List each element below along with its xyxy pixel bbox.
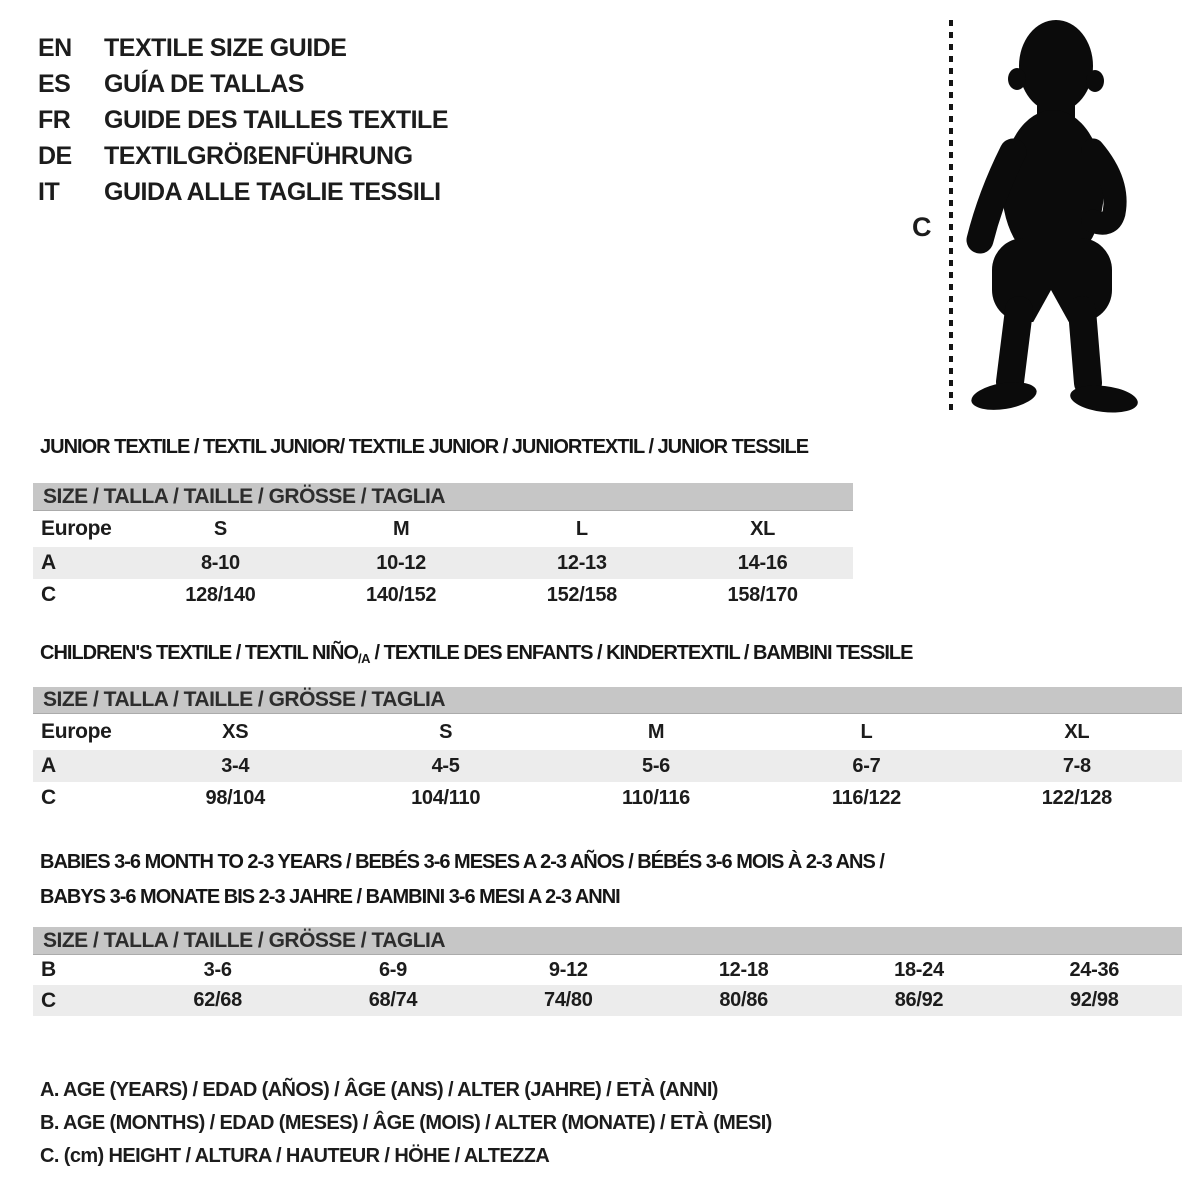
value-cell: 24-36 [1069, 958, 1120, 981]
value-cell: 110/116 [622, 786, 691, 809]
value-cell: 128/140 [185, 583, 256, 606]
language-label: GUÍA DE TALLAS [104, 69, 304, 98]
value-cell: 92/98 [1070, 989, 1119, 1011]
size-cell: S [439, 720, 453, 743]
children-title-subscript: /A [357, 651, 370, 666]
size-header-bar [33, 687, 1182, 714]
legend-line-age-years: A. AGE (YEARS) / EDAD (AÑOS) / ÂGE (ANS) / ALTER (JAHRE) / ETÀ (ANNI) [40, 1079, 718, 1101]
size-cell: M [647, 720, 665, 743]
value-cell: 86/92 [894, 989, 944, 1011]
row-label: C [41, 583, 56, 606]
value-cell: 104/110 [411, 786, 481, 809]
language-label: GUIDE DES TAILLES TEXTILE [104, 105, 449, 134]
children-section-title [40, 642, 912, 665]
language-code: ES [38, 69, 71, 98]
table-row-sizes [33, 714, 1182, 750]
value-cell: 140/152 [366, 583, 437, 606]
size-header-label: SIZE / TALLA / TAILLE / GRÖSSE / TAGLIA [43, 928, 446, 952]
table-row-height [33, 579, 853, 611]
value-cell: 9-12 [548, 958, 588, 981]
size-header-label: SIZE / TALLA / TAILLE / GRÖSSE / TAGLIA [43, 688, 446, 711]
size-cell: XS [222, 720, 249, 743]
value-cell: 158/170 [727, 583, 798, 606]
language-code: EN [38, 33, 72, 62]
toddler-silhouette-image [963, 16, 1143, 416]
children-size-table [33, 687, 1182, 814]
table-row-age [33, 750, 1182, 782]
value-cell: 4-5 [431, 754, 460, 777]
value-cell: 74/80 [544, 989, 593, 1011]
row-label: A [41, 551, 56, 574]
table-row-age [33, 547, 853, 579]
row-label: C [41, 786, 56, 809]
language-row [38, 66, 448, 102]
table-row-height [33, 985, 1182, 1016]
table-row-sizes [33, 511, 853, 547]
value-cell: 6-7 [852, 754, 881, 777]
size-cell: S [213, 517, 227, 540]
value-cell: 152/158 [546, 583, 617, 606]
language-row [38, 174, 448, 210]
language-code: IT [38, 177, 60, 206]
babies-size-table [33, 927, 1182, 1016]
value-cell: 68/74 [368, 989, 418, 1011]
table-row-height [33, 782, 1182, 814]
value-cell: 80/86 [719, 989, 768, 1011]
value-cell: 5-6 [642, 754, 671, 777]
value-cell: 8-10 [200, 551, 240, 574]
babies-title-line1: BABIES 3-6 MONTH TO 2-3 YEARS / BEBÉS 3-6 MESES A 2-3 AÑOS / BÉBÉS 3-6 MOIS À 2-3 ANS / [40, 851, 884, 873]
region-label: Europe [41, 517, 112, 540]
babies-title-line2: BABYS 3-6 MONATE BIS 2-3 JAHRE / BAMBINI 3-6 MESI A 2-3 ANNI [40, 886, 620, 908]
language-row [38, 102, 448, 138]
size-cell: XL [750, 517, 776, 540]
junior-section-title: JUNIOR TEXTILE / TEXTIL JUNIOR/ TEXTILE JUNIOR / JUNIORTEXTIL / JUNIOR TESSILE [40, 436, 809, 458]
legend-line-height: C. (cm) HEIGHT / ALTURA / HAUTEUR / HÖHE / ALTEZZA [40, 1145, 550, 1167]
table-row-months [33, 955, 1182, 985]
value-cell: 6-9 [378, 958, 407, 981]
row-label: C [41, 988, 56, 1012]
language-row [38, 30, 448, 66]
value-cell: 3-6 [203, 958, 232, 981]
value-cell: 122/128 [1041, 786, 1112, 809]
language-code: FR [38, 105, 71, 134]
value-cell: 14-16 [737, 551, 788, 574]
row-label: B [41, 958, 56, 981]
legend [40, 1074, 772, 1173]
size-cell: XL [1064, 720, 1090, 743]
legend-line-age-months: B. AGE (MONTHS) / EDAD (MESES) / ÂGE (MOIS) / ALTER (MONATE) / ETÀ (MESI) [40, 1112, 772, 1134]
language-code: DE [38, 141, 72, 170]
size-header-bar [33, 483, 853, 511]
language-row [38, 138, 448, 174]
value-cell: 12-18 [718, 958, 769, 981]
size-header-label: SIZE / TALLA / TAILLE / GRÖSSE / TAGLIA [43, 484, 446, 508]
row-label: A [41, 754, 56, 777]
size-cell: L [575, 517, 588, 540]
value-cell: 18-24 [894, 958, 944, 981]
size-cell: M [392, 517, 410, 540]
language-label: TEXTILE SIZE GUIDE [104, 33, 347, 62]
junior-size-table [33, 483, 853, 611]
value-cell: 10-12 [376, 551, 426, 574]
children-title-main: CHILDREN'S TEXTILE / TEXTIL NIÑO [40, 642, 358, 664]
language-label: GUIDA ALLE TAGLIE TESSILI [104, 177, 441, 206]
height-measure-line [948, 20, 954, 414]
value-cell: 7-8 [1062, 754, 1091, 777]
babies-section-title [40, 845, 884, 915]
region-label: Europe [41, 720, 112, 743]
value-cell: 62/68 [193, 989, 242, 1011]
height-measure-label: C [912, 212, 932, 242]
language-label: TEXTILGRÖßENFÜHRUNG [104, 141, 413, 170]
value-cell: 3-4 [221, 754, 250, 777]
size-header-bar [33, 927, 1182, 955]
language-list [38, 30, 448, 210]
size-cell: L [860, 720, 873, 743]
children-title-rest: / TEXTILE DES ENFANTS / KINDERTEXTIL / BAMBINI TESSILE [369, 642, 913, 664]
value-cell: 98/104 [205, 786, 265, 809]
value-cell: 12-13 [557, 551, 607, 574]
value-cell: 116/122 [831, 786, 901, 809]
